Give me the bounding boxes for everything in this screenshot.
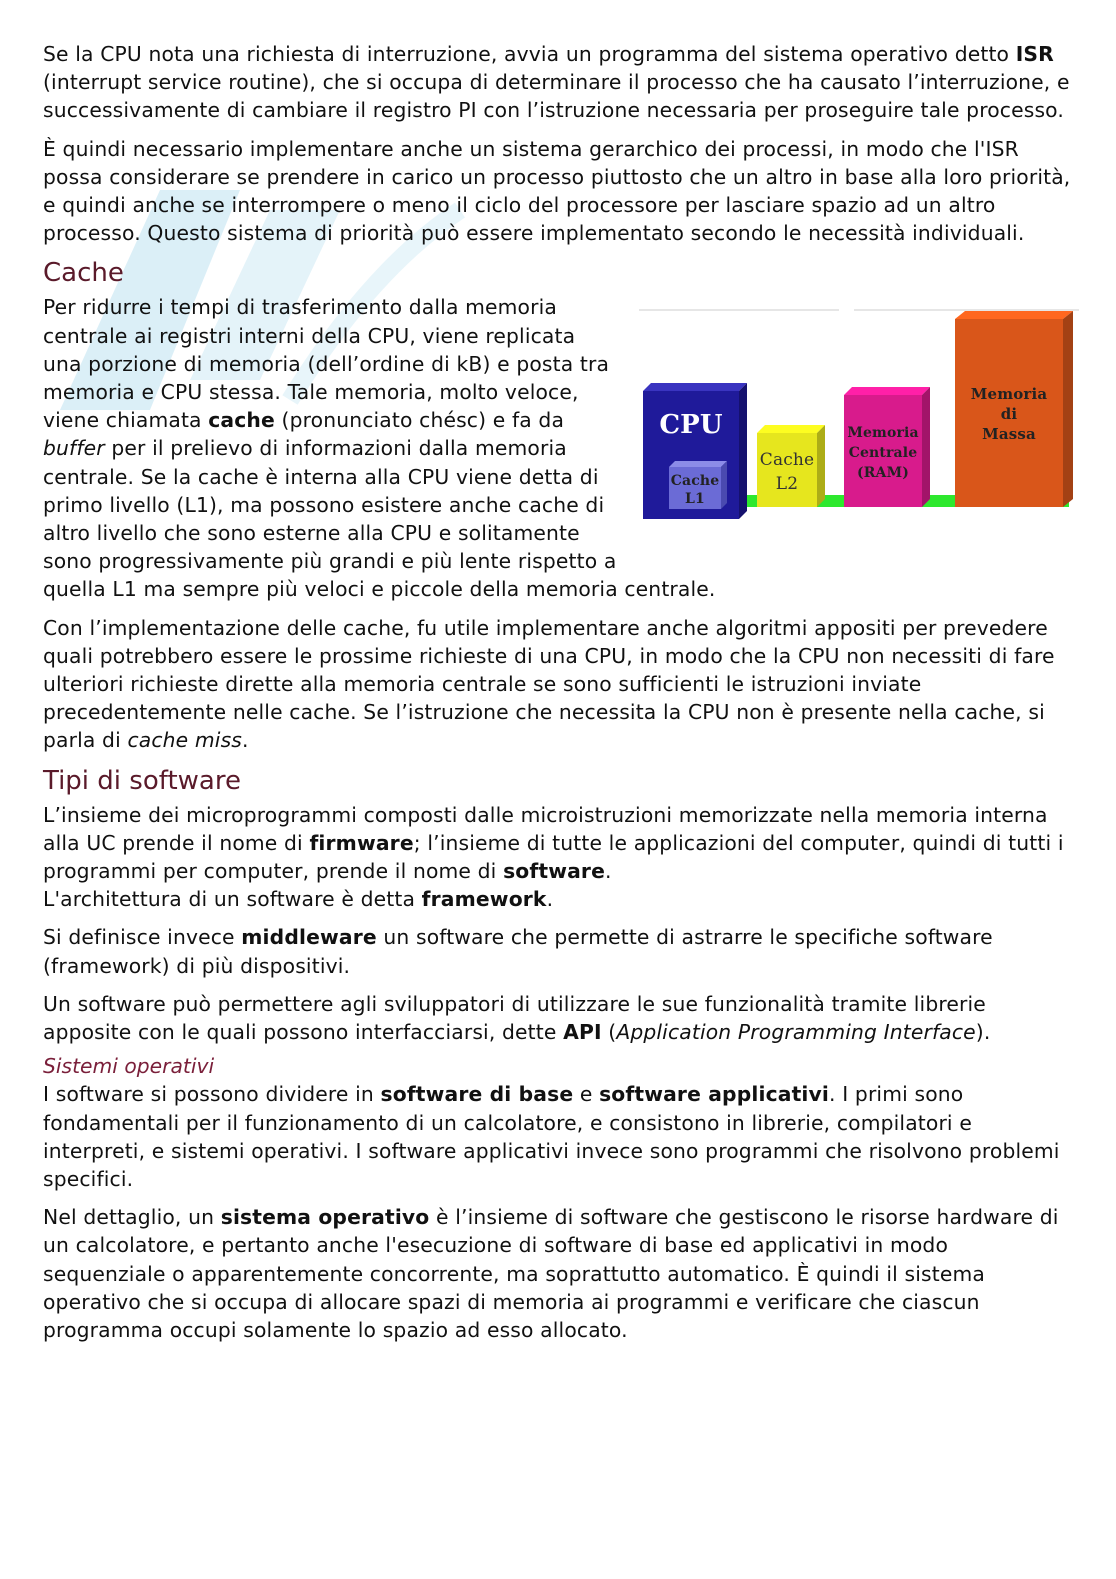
- massa-label-1: Memoria: [970, 385, 1048, 404]
- ram-label-3: (RAM): [857, 465, 909, 482]
- term-cache: cache: [208, 408, 275, 433]
- l2-label-2: L2: [775, 474, 799, 495]
- paragraph-cache: Memoria di Massa Memoria Centrale (RAM) Cache L2 CPU Cache L1 Per ridurre i tempi di trasferimento dalla memoria centrale ai registri interni della CPU, viene replicata una porzione di memoria (dell’ordine di kB) e posta tra memoria e CPU stessa. Tale memoria, molto veloce, viene chiamata cache (pronunciato chésc) e fa da buffer per il prelievo di informazioni dalla memoria centrale. Se la cache è interna alla CPU viene detta di primo livello (L1), ma possono esistere anche cache di altro livello che sono esterne alla CPU e solitamente sono progressivamente più grandi e più lente rispetto a quella L1 ma sempre più veloci e piccole della memoria centrale.: [43, 293, 1073, 603]
- paragraph-isr: Se la CPU nota una richiesta di interruzione, avvia un programma del sistema operativo detto ISR (interrupt service routine), che si occupa di determinare il processo che ha causato l’interruzione, e successivamente di cambiare il registro PI con l’istruzione necessaria per proseguire tale processo.: [43, 42, 1070, 123]
- l2-label-1: Cache: [759, 450, 815, 471]
- l1-label-1: Cache: [670, 473, 720, 490]
- document-page: [43, 40, 1073, 1354]
- memory-hierarchy-diagram: [639, 307, 1079, 567]
- memory-hierarchy-figure: [639, 307, 1079, 567]
- paragraph-priority: È quindi necessario implementare anche un sistema gerarchico dei processi, in modo che l'ISR possa considerare se prendere in carico un processo piuttosto che un altro in base alla loro priorità, e quindi anche se interrompere o meno il ciclo del processore per lasciare spazio ad un altro processo. Questo sistema di priorità può essere implementato secondo le necessità individuali.: [43, 136, 1071, 246]
- cpu-block: [643, 383, 747, 519]
- heading-sistemi-operativi: Sistemi operativi: [43, 1054, 215, 1079]
- paragraph-software-types: I software si possono dividere in software di base e software applicativi. I primi sono fondamentali per il funzionamento di un calcolatore, e consistono in librerie, compilatori e interpreti, e sistemi operativi. I software applicativi invece sono programmi che risolvono problemi specifici.: [43, 1082, 1060, 1191]
- term-sistema-operativo: sistema operativo: [220, 1205, 430, 1230]
- term-isr: ISR: [1015, 42, 1054, 66]
- term-software-applicativi: software applicativi: [599, 1082, 829, 1107]
- paragraph-middleware: Si definisce invece middleware un software che permette di astrarre le specifiche software (framework) di più dispositivi.: [43, 925, 993, 978]
- l1-label-2: L1: [685, 491, 705, 508]
- cpu-label: CPU: [659, 410, 723, 441]
- term-api: API: [563, 1020, 602, 1045]
- term-software: software: [503, 859, 605, 884]
- term-api-expansion: Application Programming Interface: [616, 1020, 976, 1045]
- memoria-di-massa-block: [955, 311, 1073, 507]
- term-cache-miss: cache miss: [127, 728, 243, 753]
- term-middleware: middleware: [241, 925, 377, 950]
- ram-label-1: Memoria: [847, 425, 919, 442]
- massa-label-2: di: [1000, 405, 1018, 424]
- term-buffer: buffer: [43, 436, 105, 461]
- ram-label-2: Centrale: [848, 445, 918, 462]
- heading-tipi-di-software: Tipi di software: [43, 765, 241, 796]
- paragraph-api: Un software può permettere agli sviluppatori di utilizzare le sue funzionalità tramite librerie apposite con le quali possono interfacciarsi, dette API (Application Programming Interface).: [43, 991, 991, 1045]
- paragraph-cache-algorithms: Con l’implementazione delle cache, fu utile implementare anche algoritmi appositi per prevedere quali potrebbero essere le prossime richieste di una CPU, in modo che la CPU non necessiti di fare ulteriori richieste dirette alla memoria centrale se sono sufficienti le istruzioni inviate precedentemente nelle cache. Se l’istruzione che necessita la CPU non è presente nella cache, si parla di cache miss.: [43, 615, 1055, 753]
- memoria-centrale-block: [844, 387, 930, 507]
- paragraph-firmware: L’insieme dei microprogrammi composti dalle microistruzioni memorizzate nella memoria interna alla UC prende il nome di firmware; l’insieme di tutte le applicazioni del computer, quindi di tutti i programmi per computer, prende il nome di software. L'architettura di un software è detta framework.: [43, 802, 1064, 912]
- term-software-di-base: software di base: [380, 1082, 574, 1107]
- heading-cache: Cache: [43, 258, 124, 289]
- paragraph-sistema-operativo: Nel dettaglio, un sistema operativo è l’insieme di software che gestiscono le risorse hardware di un calcolatore, e pertanto anche l'esecuzione di software di base ed applicativi in modo sequenziale o apparentemente concorrente, ma soprattutto automatico. È quindi il sistema operativo che si occupa di allocare spazi di memoria ai programmi e verificare che ciascun programma occupi solamente lo spazio ad esso allocato.: [43, 1205, 1059, 1342]
- massa-label-3: Massa: [982, 425, 1036, 444]
- cache-l2-block: [757, 425, 825, 507]
- term-firmware: firmware: [309, 830, 414, 855]
- term-framework: framework: [421, 887, 547, 912]
